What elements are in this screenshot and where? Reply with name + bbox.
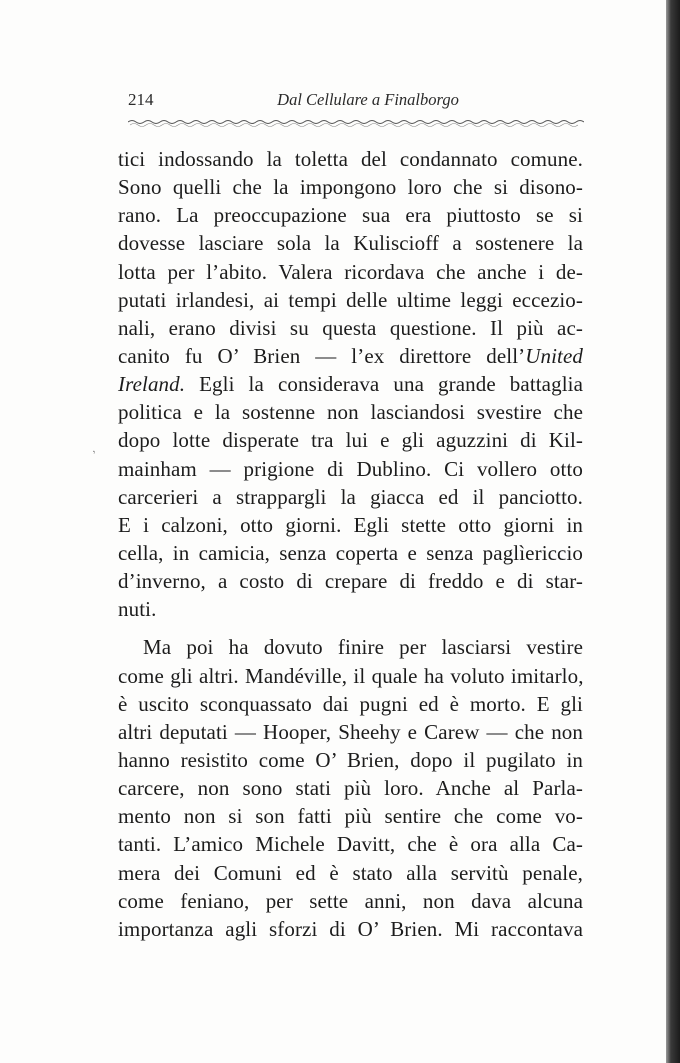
text-line: E i calzoni, otto giorni. Egli stette otto giorni in (118, 512, 583, 537)
text-line: carcerieri a strappargli la giacca ed il panciotto. (118, 484, 583, 509)
text-line: tici indossando la toletta del condannato comune. (118, 147, 583, 171)
text-line: Ma poi ha dovuto finire per lasciarsi vestire (143, 635, 583, 660)
paragraph-2 (118, 633, 583, 943)
running-title: Dal Cellulare a Finalborgo (277, 90, 459, 109)
text-line: hanno resistito come O’ Brien, dopo il pugilato in (118, 747, 583, 772)
text-line: importanza agli sforzi di O’ Brien. Mi raccontava (118, 916, 583, 941)
text-line-with-italic (118, 370, 583, 398)
text-line: politica e la sostenne non lasciandosi svestire che (118, 400, 583, 425)
text-line: è uscito sconquassato dai pugni ed è morto. E gli (118, 691, 583, 716)
italic-title-fragment: Ireland. (118, 372, 186, 397)
text-line: carcere, non sono stati più loro. Anche al Parla- (118, 776, 583, 801)
text-fragment: canito fu O’ Brien — l’ex (118, 343, 385, 368)
text-line-with-italic (118, 342, 583, 370)
text-line: mainham — prigione di Dublino. Ci vollero otto (118, 456, 583, 481)
text-line: nuti. (118, 597, 157, 622)
text-line: d’inverno, a costo di crepare di freddo e di star- (118, 569, 583, 594)
paragraph-gap (118, 623, 583, 633)
text-line: cella, in camicia, senza coperta e senza paglìericcio (118, 540, 583, 565)
text-line: dopo lotte disperate tra lui e gli aguzzini di Kil- (118, 428, 583, 453)
text-line: mera dei Comuni ed è stato alla servitù penale, (118, 860, 583, 885)
text-line: mento non si son fatti più sentire che come vo- (118, 804, 583, 829)
paragraph-1 (118, 145, 583, 623)
text-line: dovesse lasciare sola la Kuliscioff a sostenere la (118, 231, 583, 256)
text-fragment: Egli la considerava una grande battaglia (185, 372, 583, 397)
text-line: Sono quelli che la impongono loro che si disono- (118, 175, 583, 200)
running-header (128, 88, 584, 114)
text-line: come gli altri. Mandéville, il quale ha voluto imitarlo, (118, 663, 584, 688)
text-line: lotta per l’abito. Valera ricordava che anche i de- (118, 259, 583, 284)
italic-title-fragment: United (525, 343, 583, 368)
header-wavy-rule (128, 119, 584, 129)
body-text (118, 145, 583, 943)
scan-speck: ʼ (90, 447, 100, 462)
text-line: putati irlandesi, ai tempi delle ultime leggi eccezio- (118, 287, 583, 312)
text-fragment: direttore dell’ (384, 343, 526, 368)
page-number: 214 (128, 90, 154, 109)
text-line: nali, erano divisi su questa questione. Il più ac- (118, 315, 583, 340)
text-line: rano. La preoccupazione sua era piuttosto se si (118, 203, 583, 228)
text-line: altri deputati — Hooper, Sheehy e Carew — che non (118, 719, 583, 744)
page-spine-shadow (666, 0, 680, 1063)
text-line: come feniano, per sette anni, non dava alcuna (118, 888, 583, 913)
text-line: tanti. L’amico Michele Davitt, che è ora alla Ca- (118, 832, 583, 857)
